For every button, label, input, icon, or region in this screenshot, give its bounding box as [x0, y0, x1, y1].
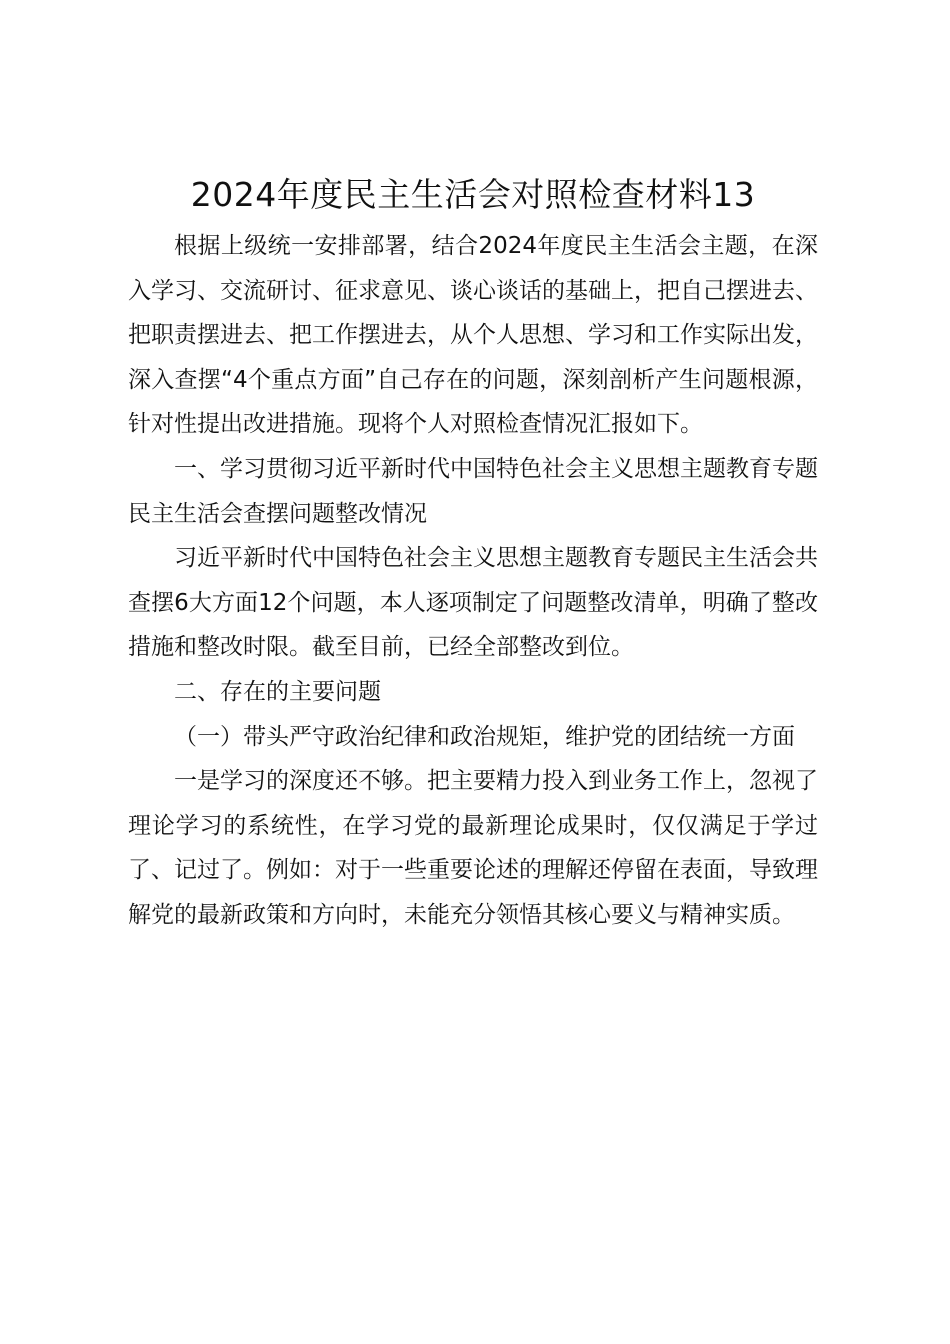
intro-paragraph: 根据上级统一安排部署，结合2024年度民主生活会主题，在深入学习、交流研讨、征求意见、谈心谈话的基础上，把自己摆进去、把职责摆进去、把工作摆进去，从个人思想、学习和工作实际出发，深入查摆“4个重点方面”自己存在的问题，深刻剖析产生问题根源，针对性提出改进措施。现将个人对照检查情况汇报如下。: [128, 233, 818, 438]
problem-paragraph-one: 一是学习的深度还不够。把主要精力投入到业务工作上，忽视了理论学习的系统性，在学习党的最新理论成果时，仅仅满足于学过了、记过了。例如：对于一些重要论述的理解还停留在表面，导致理解党的最新政策和方向时，未能充分领悟其核心要义与精神实质。: [128, 768, 818, 928]
document-page: [128, 170, 818, 938]
section-heading-two: 二、存在的主要问题: [174, 678, 381, 705]
document-title: 2024年度民主生活会对照检查材料13: [190, 175, 756, 214]
rectification-paragraph: 习近平新时代中国特色社会主义思想主题教育专题民主生活会共查摆6大方面12个问题，本人逐项制定了问题整改清单，明确了整改措施和整改时限。截至目前，已经全部整改到位。: [128, 545, 818, 661]
section-heading-one: 一、学习贯彻习近平新时代中国特色社会主义思想主题教育专题民主生活会查摆问题整改情况: [128, 455, 818, 527]
subsection-heading-one: （一）带头严守政治纪律和政治规矩，维护党的团结统一方面: [174, 723, 795, 750]
